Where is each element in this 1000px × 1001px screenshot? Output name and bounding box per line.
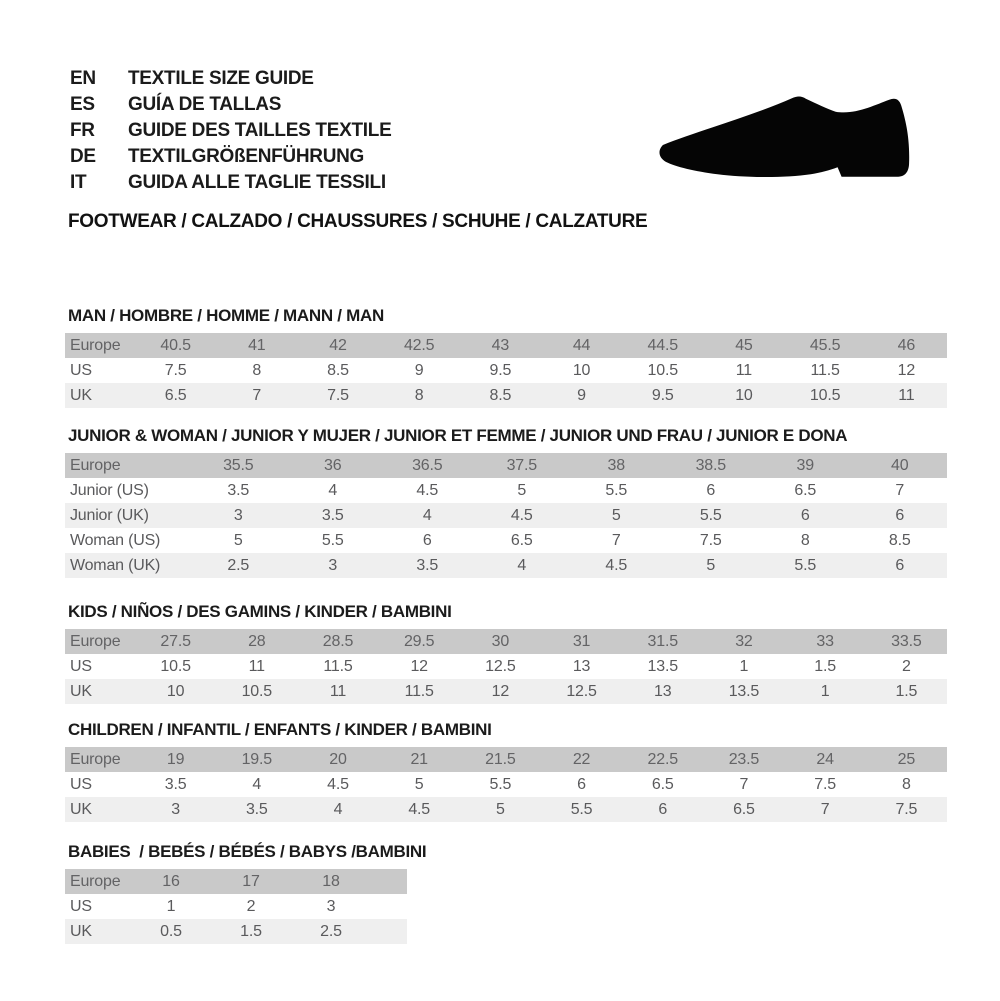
size-cell: 5	[233, 531, 243, 549]
size-cell: 11	[248, 657, 265, 675]
size-cell: 3	[233, 506, 243, 524]
size-cell: 6	[800, 506, 810, 524]
size-cell: 1.5	[895, 682, 918, 700]
size-cell: 21.5	[485, 750, 516, 768]
size-row-kids-europe	[65, 629, 947, 654]
table-filler-cell	[371, 919, 407, 944]
size-cell: 25	[897, 750, 916, 768]
size-cell: 6.5	[733, 800, 755, 818]
size-cell: 8.5	[489, 386, 512, 404]
size-cell: 5	[414, 775, 424, 793]
size-cell: 7	[820, 800, 830, 818]
size-cell: 5	[611, 506, 621, 524]
size-cell: 4.5	[605, 556, 628, 574]
size-cell: 8.5	[327, 361, 349, 379]
size-cell: 33	[816, 632, 834, 650]
row-label: Europe	[70, 632, 121, 650]
size-cell: 5.5	[489, 775, 512, 793]
size-cell: 4.5	[510, 506, 533, 524]
size-cell: 23.5	[728, 750, 760, 768]
language-guide-block	[70, 66, 391, 196]
size-cell: 41	[248, 336, 266, 354]
size-cell: 21	[410, 750, 428, 768]
size-cell: 12.5	[485, 657, 516, 675]
size-cell: 3.5	[321, 506, 344, 524]
row-label: Junior (US)	[70, 481, 149, 499]
size-cell: 7.5	[895, 800, 918, 818]
lang-code: EN	[70, 68, 96, 89]
size-cell: 33.5	[891, 632, 922, 650]
size-cell: 28	[248, 632, 266, 650]
lang-code: IT	[70, 172, 87, 193]
lang-item-en	[70, 66, 391, 92]
size-table-man	[65, 333, 947, 408]
row-label: UK	[70, 386, 92, 404]
lang-label: GUIDA ALLE TAGLIE TESSILI	[128, 172, 386, 193]
size-cell: 37.5	[506, 456, 537, 474]
row-label: US	[70, 361, 92, 379]
size-cell: 13	[654, 682, 672, 700]
size-cell: 44.5	[647, 336, 678, 354]
row-label: UK	[70, 922, 92, 940]
lang-code: ES	[70, 94, 95, 115]
size-cell: 9	[414, 361, 424, 379]
size-cell: 9.5	[489, 361, 512, 379]
size-cell: 7	[252, 386, 262, 404]
size-row-man-uk	[65, 383, 947, 408]
size-cell: 19	[166, 750, 185, 768]
size-cell: 11	[898, 386, 915, 404]
size-row-children-uk	[65, 797, 947, 822]
table-filler-cell	[371, 869, 407, 894]
size-cell: 44	[572, 336, 591, 354]
lang-item-fr	[70, 118, 391, 144]
table-filler-cell	[371, 894, 407, 919]
size-cell: 9.5	[651, 386, 674, 404]
size-table-section-babies	[65, 842, 955, 944]
row-label: US	[70, 775, 92, 793]
size-cell: 7	[739, 775, 749, 793]
size-cell: 32	[735, 632, 753, 650]
size-cell: 9	[577, 386, 586, 404]
size-cell: 13	[572, 657, 591, 675]
size-cell: 29.5	[403, 632, 435, 650]
size-row-kids-us	[65, 654, 947, 679]
size-row-children-us	[65, 772, 947, 797]
size-cell: 10.5	[647, 361, 678, 379]
size-cell: 42	[329, 336, 347, 354]
size-row-babies-uk	[65, 919, 407, 944]
table-title-babies: BABIES / BEBÉS / BÉBÉS / BABYS /BAMBINI	[68, 842, 427, 861]
size-table-section-junior-woman	[65, 426, 955, 578]
size-cell: 16	[162, 872, 180, 890]
size-cell: 3.5	[227, 481, 250, 499]
lang-item-it	[70, 170, 391, 196]
size-cell: 22	[572, 750, 591, 768]
size-cell: 5.5	[699, 506, 722, 524]
size-row-junior-woman-europe	[65, 453, 947, 478]
size-cell: 10	[572, 361, 591, 379]
size-cell: 3	[326, 897, 336, 915]
size-cell: 4	[333, 800, 343, 818]
size-cell: 36	[324, 456, 342, 474]
size-cell: 8	[800, 531, 810, 549]
size-cell: 10	[166, 682, 185, 700]
size-cell: 11.5	[810, 361, 840, 379]
size-cell: 38	[607, 456, 625, 474]
size-cell: 31.5	[647, 632, 678, 650]
size-cell: 6.5	[164, 386, 187, 404]
size-cell: 10.5	[160, 657, 191, 675]
size-cell: 27.5	[160, 632, 191, 650]
size-row-junior-woman-woman-uk	[65, 553, 947, 578]
size-cell: 6	[706, 481, 716, 499]
size-table-children	[65, 747, 947, 822]
size-cell: 45.5	[809, 336, 841, 354]
size-table-babies	[65, 869, 407, 944]
size-cell: 1	[166, 897, 176, 915]
size-cell: 5	[495, 800, 505, 818]
size-cell: 17	[242, 872, 260, 890]
size-cell: 5.5	[321, 531, 344, 549]
size-cell: 39	[796, 456, 814, 474]
size-cell: 8	[901, 775, 911, 793]
size-cell: 4	[517, 556, 527, 574]
row-label: Europe	[70, 456, 121, 474]
size-cell: 4	[252, 775, 262, 793]
row-label: US	[70, 657, 92, 675]
size-cell: 11.5	[323, 657, 353, 675]
size-cell: 42.5	[403, 336, 435, 354]
size-cell: 8	[414, 386, 424, 404]
row-label: UK	[70, 682, 92, 700]
size-cell: 5	[517, 481, 527, 499]
size-cell: 6	[658, 800, 668, 818]
size-cell: 1	[820, 682, 830, 700]
size-cell: 4.5	[416, 481, 439, 499]
size-row-junior-woman-junior-us	[65, 478, 947, 503]
size-cell: 6.5	[651, 775, 674, 793]
row-label: Junior (UK)	[70, 506, 149, 524]
size-cell: 3.5	[164, 775, 187, 793]
lang-code: DE	[70, 146, 96, 167]
size-cell: 2	[901, 657, 911, 675]
size-cell: 13.5	[728, 682, 760, 700]
category-heading: FOOTWEAR / CALZADO / CHAUSSURES / SCHUHE / CALZATURE	[68, 211, 648, 232]
size-cell: 3.5	[416, 556, 439, 574]
size-cell: 43	[491, 336, 510, 354]
size-cell: 7.5	[699, 531, 722, 549]
size-row-children-europe	[65, 747, 947, 772]
size-row-man-europe	[65, 333, 947, 358]
size-cell: 4.5	[408, 800, 430, 818]
size-cell: 20	[329, 750, 347, 768]
size-cell: 5	[706, 556, 716, 574]
size-cell: 1.5	[240, 922, 262, 940]
row-label: Woman (UK)	[70, 556, 161, 574]
size-table-junior-woman	[65, 453, 947, 578]
size-row-babies-europe	[65, 869, 407, 894]
size-cell: 4.5	[327, 775, 349, 793]
size-cell: 11.5	[404, 682, 434, 700]
size-cell: 18	[322, 872, 340, 890]
size-cell: 11	[735, 361, 753, 379]
size-cell: 7.5	[327, 386, 349, 404]
size-table-section-children	[65, 720, 955, 822]
size-cell: 3.5	[245, 800, 268, 818]
size-cell: 2.5	[320, 922, 342, 940]
row-label: Europe	[70, 336, 121, 354]
table-title-kids: KIDS / NIÑOS / DES GAMINS / KINDER / BAMBINI	[68, 602, 452, 621]
size-cell: 10.5	[241, 682, 272, 700]
table-title-junior-woman: JUNIOR & WOMAN / JUNIOR Y MUJER / JUNIOR ET FEMME / JUNIOR UND FRAU / JUNIOR E DONA	[68, 426, 848, 445]
size-cell: 40.5	[160, 336, 191, 354]
row-label: UK	[70, 800, 92, 818]
size-cell: 19.5	[241, 750, 272, 768]
size-row-junior-woman-woman-us	[65, 528, 947, 553]
size-cell: 13.5	[647, 657, 678, 675]
size-cell: 46	[897, 336, 916, 354]
size-cell: 6	[895, 556, 905, 574]
size-row-man-us	[65, 358, 947, 383]
size-cell: 3	[171, 800, 180, 818]
table-title-children: CHILDREN / INFANTIL / ENFANTS / KINDER / BAMBINI	[68, 720, 492, 739]
size-cell: 10	[735, 386, 753, 404]
row-label: Europe	[70, 750, 121, 768]
size-cell: 5.5	[794, 556, 817, 574]
size-cell: 45	[735, 336, 753, 354]
size-cell: 6	[895, 506, 905, 524]
size-cell: 24	[816, 750, 834, 768]
row-label: US	[70, 897, 92, 915]
size-cell: 0.5	[160, 922, 182, 940]
size-cell: 6.5	[510, 531, 533, 549]
size-table-section-kids	[65, 602, 955, 704]
size-cell: 2.5	[227, 556, 250, 574]
size-cell: 12	[491, 682, 510, 700]
lang-item-es	[70, 92, 391, 118]
size-cell: 30	[491, 632, 510, 650]
shoe-icon	[650, 85, 918, 190]
size-cell: 1	[739, 657, 749, 675]
size-cell: 8	[252, 361, 262, 379]
size-cell: 4	[328, 481, 338, 499]
size-cell: 12	[897, 361, 916, 379]
size-cell: 11	[329, 682, 347, 700]
size-cell: 12	[410, 657, 428, 675]
size-row-kids-uk	[65, 679, 947, 704]
size-cell: 2	[246, 897, 256, 915]
size-cell: 40	[891, 456, 909, 474]
lang-label: GUÍA DE TALLAS	[128, 94, 282, 115]
size-table-kids	[65, 629, 947, 704]
row-label: Europe	[70, 872, 121, 890]
size-cell: 7.5	[814, 775, 836, 793]
size-cell: 36.5	[412, 456, 443, 474]
lang-label: TEXTILGRÖßENFÜHRUNG	[128, 146, 365, 167]
size-row-junior-woman-junior-uk	[65, 503, 947, 528]
size-cell: 7	[611, 531, 621, 549]
size-cell: 6	[422, 531, 432, 549]
size-row-babies-us	[65, 894, 407, 919]
size-cell: 38.5	[695, 456, 726, 474]
size-cell: 6	[577, 775, 586, 793]
lang-item-de	[70, 144, 391, 170]
size-cell: 3	[328, 556, 338, 574]
row-label: Woman (US)	[70, 531, 161, 549]
size-cell: 22.5	[647, 750, 678, 768]
size-cell: 10.5	[809, 386, 841, 404]
size-cell: 4	[422, 506, 432, 524]
size-cell: 6.5	[794, 481, 817, 499]
lang-label: GUIDE DES TAILLES TEXTILE	[128, 120, 392, 141]
size-cell: 1.5	[814, 657, 836, 675]
size-cell: 28.5	[322, 632, 354, 650]
table-title-man: MAN / HOMBRE / HOMME / MANN / MAN	[68, 306, 384, 325]
lang-code: FR	[70, 120, 95, 141]
size-cell: 31	[572, 632, 591, 650]
size-tables-root	[65, 306, 955, 944]
size-cell: 5.5	[605, 481, 628, 499]
size-cell: 35.5	[223, 456, 254, 474]
size-cell: 12.5	[566, 682, 597, 700]
size-cell: 7	[895, 481, 905, 499]
lang-label: TEXTILE SIZE GUIDE	[128, 68, 314, 89]
size-cell: 7.5	[164, 361, 187, 379]
size-cell: 8.5	[888, 531, 911, 549]
size-cell: 5.5	[570, 800, 593, 818]
size-table-section-man	[65, 306, 955, 408]
